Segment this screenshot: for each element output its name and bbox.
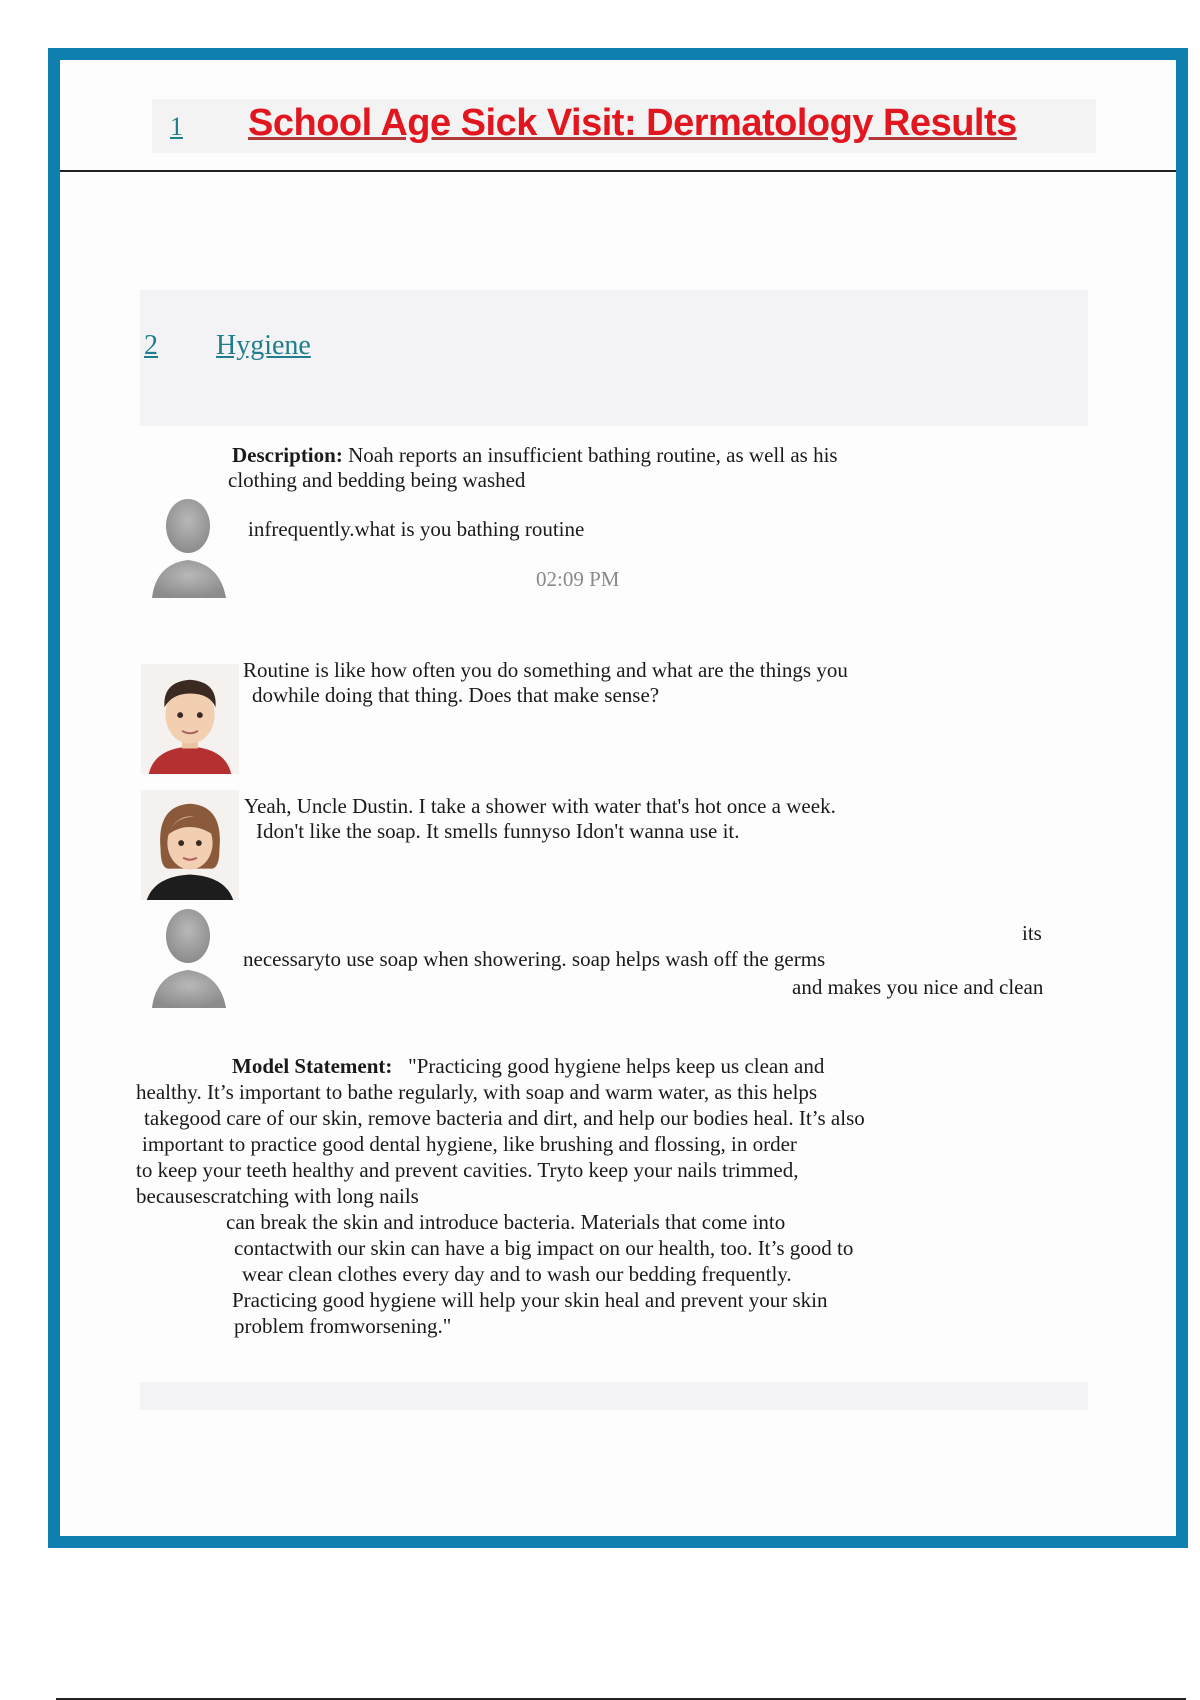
chat-1-timestamp: 02:09 PM: [536, 567, 620, 591]
header-number[interactable]: 1: [170, 112, 183, 141]
model-statement-label: Model Statement:: [232, 1054, 393, 1078]
description-line-2: clothing and bedding being washed: [228, 468, 526, 492]
chat-3-line-1: Yeah, Uncle Dustin. I take a shower with water that's hot once a week.: [244, 794, 836, 818]
chat-1-text: infrequently.what is you bathing routine: [248, 517, 585, 541]
model-statement-line-2: healthy. It’s important to bathe regularly, with soap and warm water, as this helps: [136, 1080, 818, 1104]
model-statement-line-9: wear clean clothes every day and to wash our bedding frequently.: [242, 1262, 792, 1286]
chat-3-line-2: Idon't like the soap. It smells funnyso Idon't wanna use it.: [256, 819, 740, 843]
chat-4-line-1: necessaryto use soap when showering. soap helps wash off the germs: [243, 947, 826, 971]
description-text-1: Noah reports an insufficient bathing routine, as well as his: [348, 443, 838, 467]
model-statement-line-4: important to practice good dental hygiene, like brushing and flossing, in order: [142, 1132, 797, 1156]
page-frame: [48, 48, 1188, 1548]
model-statement-line-5: to keep your teeth healthy and prevent cavities. Tryto keep your nails trimmed,: [136, 1158, 799, 1182]
student-avatar-icon-2: [142, 900, 242, 1010]
model-statement-line-7: can break the skin and introduce bacteria. Materials that come into: [226, 1210, 786, 1234]
chat-4-line-0: its: [1022, 921, 1042, 945]
patient-avatar-icon: [140, 790, 240, 900]
description-line-1: [232, 442, 838, 468]
section-number[interactable]: 2: [144, 330, 158, 361]
student-avatar-icon: [142, 490, 242, 600]
page-title: School Age Sick Visit: Dermatology Results: [248, 102, 1017, 144]
model-statement-text-1: "Practicing good hygiene helps keep us clean and: [408, 1054, 825, 1078]
description-label: Description:: [232, 443, 343, 467]
model-statement-line-10: Practicing good hygiene will help your skin heal and prevent your skin: [232, 1288, 828, 1312]
chat-2-line-2: dowhile doing that thing. Does that make sense?: [252, 683, 660, 707]
model-statement-line-3: takegood care of our skin, remove bacteria and dirt, and help our bodies heal. It’s also: [144, 1106, 865, 1130]
model-statement-line-6: becausescratching with long nails: [136, 1184, 419, 1208]
model-statement-line-11: problem fromworsening.": [234, 1314, 452, 1338]
chat-2-line-1: Routine is like how often you do something and what are the things you: [243, 658, 848, 682]
header-divider: [60, 170, 1176, 172]
section-footer-band: [140, 1382, 1088, 1410]
model-statement-line-8: contactwith our skin can have a big impact on our health, too. It’s good to: [234, 1236, 854, 1260]
model-statement-line-1: [232, 1053, 824, 1079]
section-title[interactable]: Hygiene: [216, 330, 311, 361]
chat-4-line-2: and makes you nice and clean: [792, 975, 1044, 999]
uncle-avatar-icon: [140, 664, 240, 774]
